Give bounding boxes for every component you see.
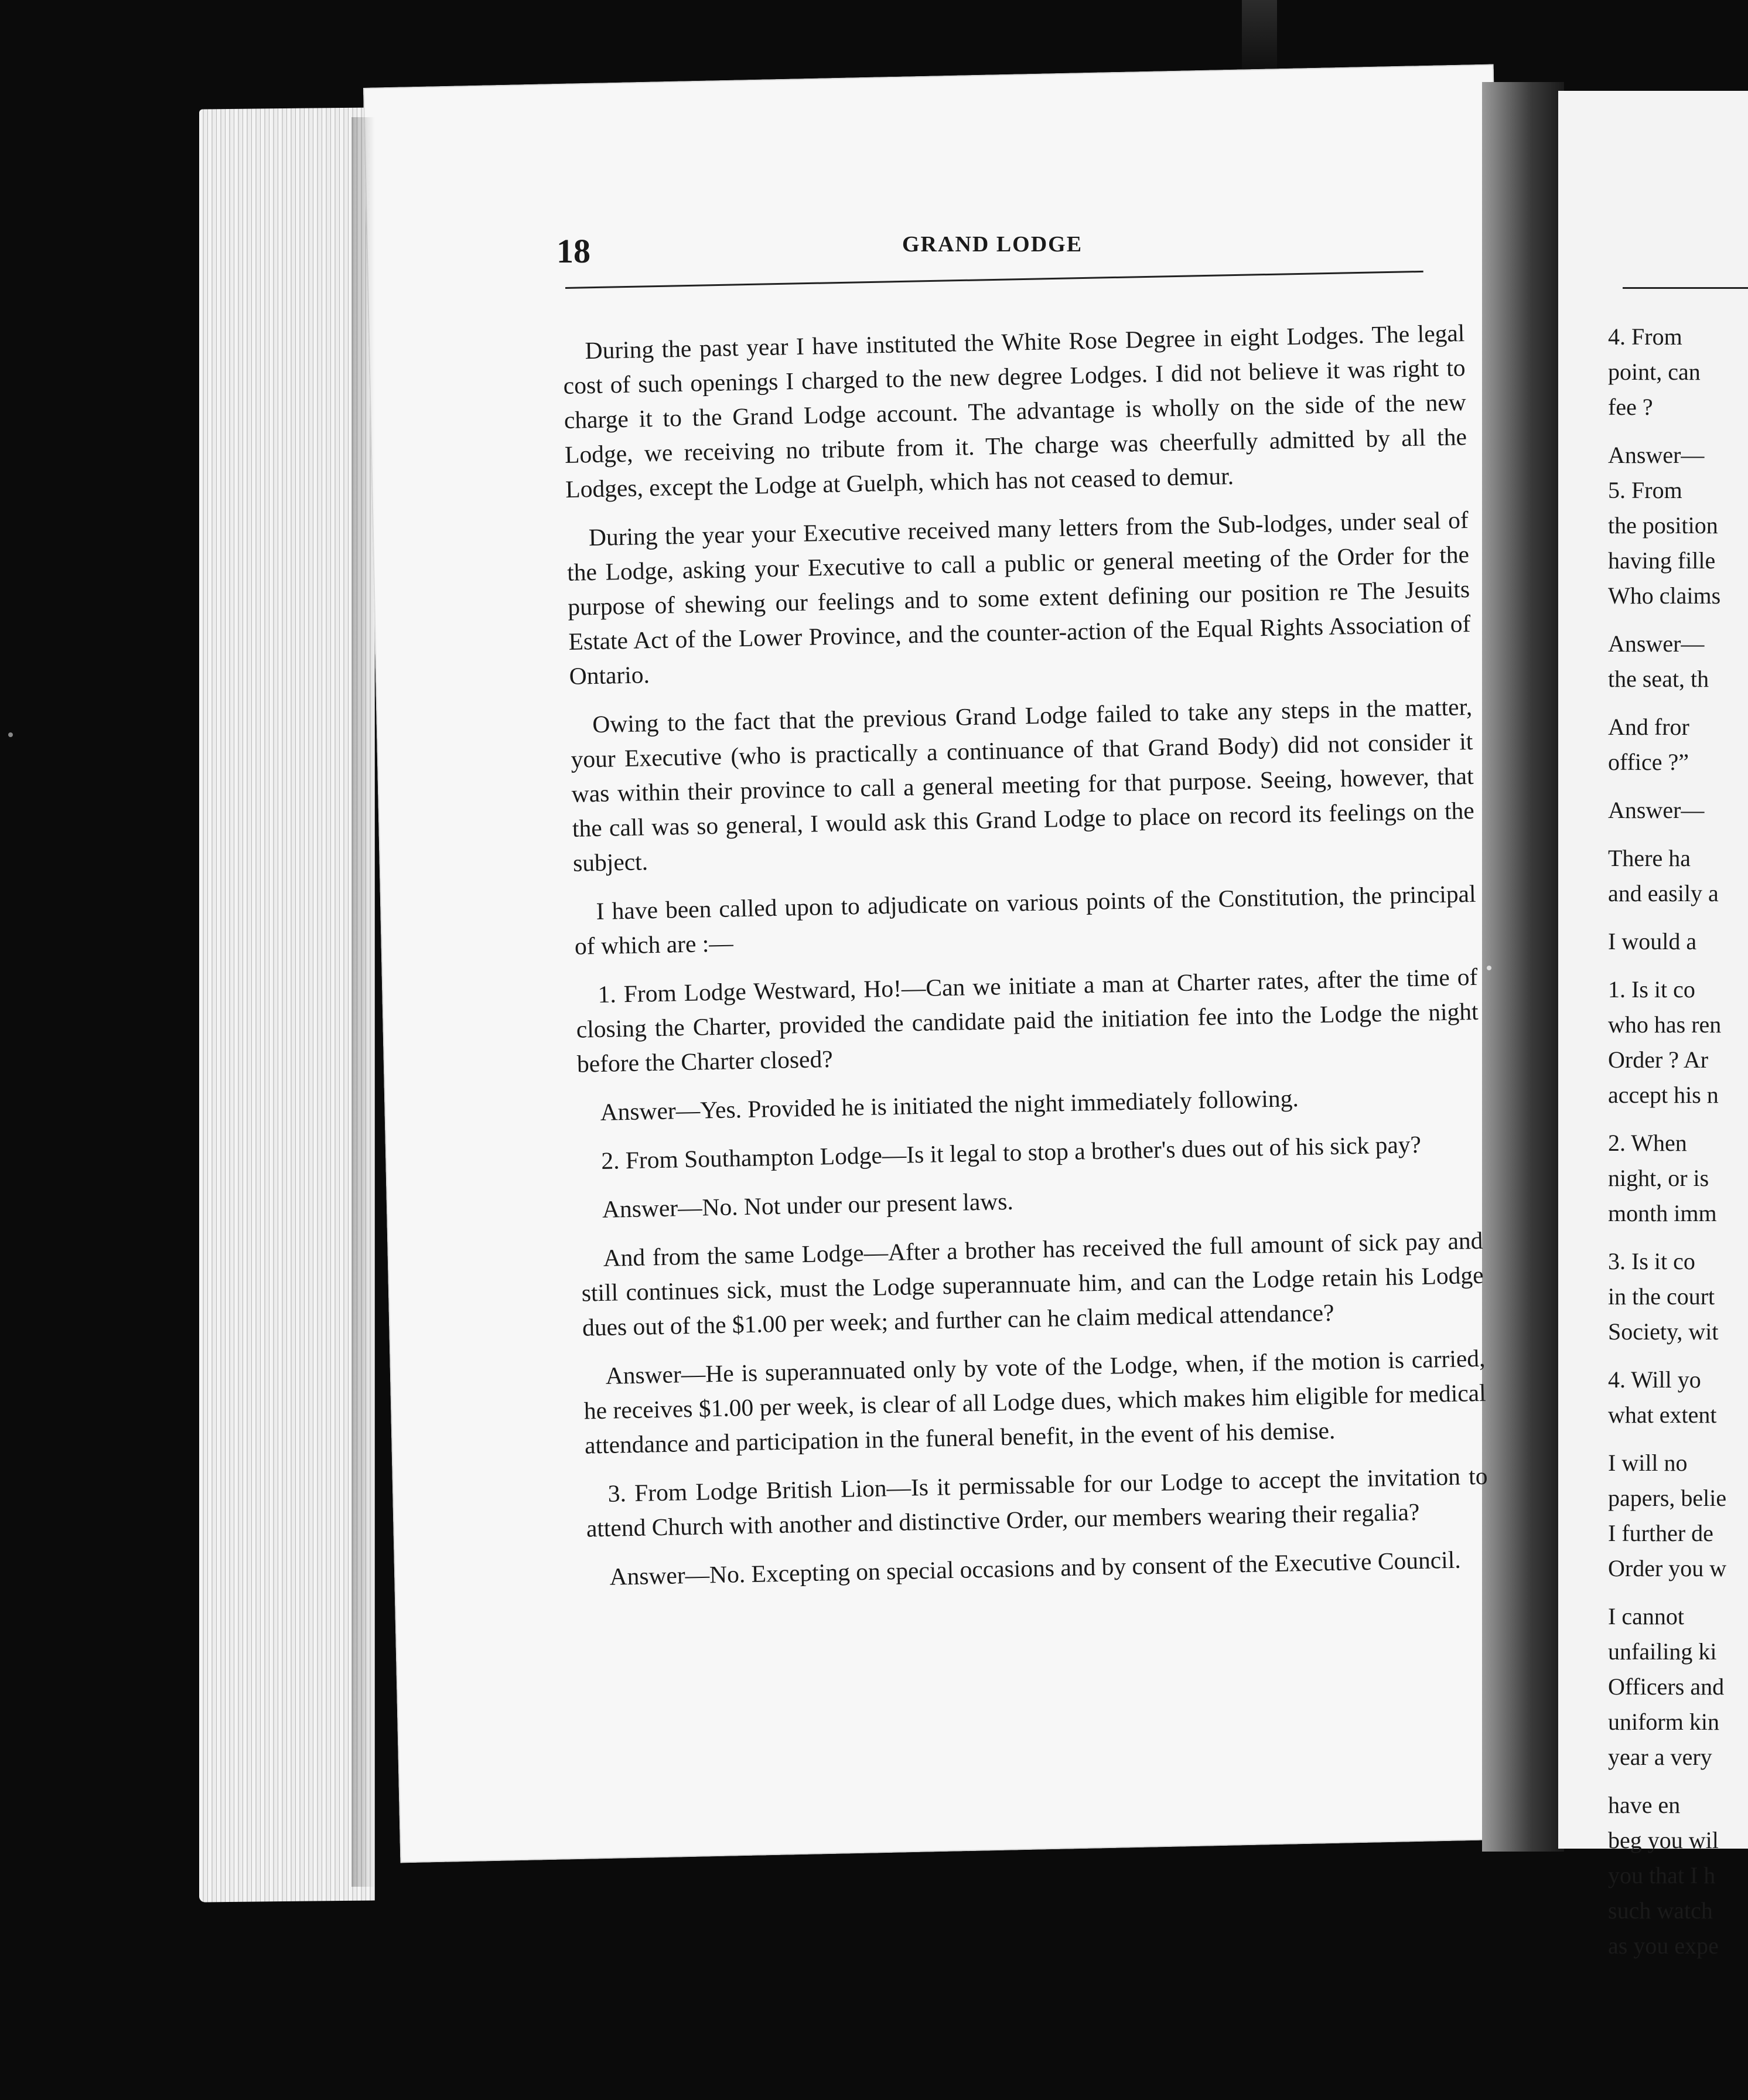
right-page-line: And fror [1608, 714, 1689, 740]
right-page-line: have en [1608, 1792, 1681, 1818]
right-page-line: the seat, th [1608, 666, 1709, 692]
paragraph: Owing to the fact that the previous Grand Lodge failed to take any steps in the matter, your Executive (who is practically a continuance of that Grand Body) did not consider it was within their province to call a general meeting for that purpose. Seeing, however, that the call was so general, I would ask this Grand Lodge to place on record its feelings on the subject. [571, 693, 1475, 877]
right-page-line: and easily a [1608, 880, 1719, 906]
line-gap [1608, 828, 1748, 841]
scan-speck [1487, 966, 1491, 970]
answer-paragraph: Answer—No. Excepting on special occasions and by consent of the Executive Council. [609, 1546, 1462, 1590]
line-gap [1608, 911, 1748, 924]
right-page-line: the position [1608, 512, 1718, 538]
right-page-line: unfailing ki [1608, 1638, 1717, 1665]
right-page-line: night, or is [1608, 1165, 1709, 1191]
right-page-line: I will no [1608, 1450, 1688, 1476]
right-page-line: as you expe [1608, 1932, 1719, 1959]
line-gap [1608, 959, 1748, 972]
right-page-line: fee ? [1608, 394, 1653, 420]
right-page-line: such watch [1608, 1897, 1713, 1924]
right-page-line: point, can [1608, 359, 1701, 385]
right-page-line: papers, belie [1608, 1485, 1727, 1511]
question-paragraph: 3. From Lodge British Lion—Is it permissable for our Lodge to accept the invitation to attend Church with another and distinctive Order, our members wearing their regalia? [586, 1462, 1488, 1542]
right-page-line: month imm [1608, 1200, 1717, 1226]
line-gap [1608, 1586, 1748, 1599]
right-page-text [1608, 319, 1748, 1963]
right-page-line: having fille [1608, 547, 1716, 574]
right-page-line: I cannot [1608, 1603, 1684, 1629]
line-gap [1608, 1349, 1748, 1362]
right-page-line: Answer— [1608, 442, 1705, 468]
answer-paragraph: Answer—No. Not under our present laws. [602, 1187, 1014, 1223]
right-page-line: year a very [1608, 1744, 1712, 1770]
right-page-line: Order ? Ar [1608, 1046, 1709, 1073]
right-page-line: 3. Is it co [1608, 1248, 1695, 1274]
right-page-line: beg you wil [1608, 1827, 1719, 1853]
line-gap [1608, 1433, 1748, 1446]
paragraph: During the year your Executive received many letters from the Sub-lodges, under seal of the Lodge, asking your Executive to call a public or general meeting of the Order for the purpose of shewing our feelings and to some extent defining our position re The Jesuits Estate Act of the Lower Province, and the counter-action of the Equal Rights Association of Ontario. [566, 506, 1471, 690]
page-number: 18 [557, 232, 590, 270]
paragraph: I have been called upon to adjudicate on various points of the Constitution, the principal of which are :— [574, 879, 1476, 960]
line-gap [1608, 780, 1748, 793]
right-page-line: Officers and [1608, 1673, 1725, 1700]
page-shadow [351, 117, 375, 1887]
question-paragraph: 1. From Lodge Westward, Ho!—Can we initiate a man at Charter rates, after the time of closing the Charter, provided the candidate paid the initiation fee into the Lodge the night before the Charter closed? [576, 963, 1479, 1078]
line-gap [1608, 1231, 1748, 1244]
right-page-line: in the court [1608, 1283, 1715, 1310]
right-page-line: Order you w [1608, 1555, 1727, 1581]
right-page-rule [1623, 287, 1748, 289]
body-text [562, 316, 1490, 1608]
right-page-line: Answer— [1608, 630, 1705, 657]
scanner-edge [1242, 0, 1277, 70]
right-page-line: There ha [1608, 845, 1691, 871]
right-page-line: 1. Is it co [1608, 976, 1695, 1003]
right-page-line: I would a [1608, 928, 1697, 954]
line-gap [1608, 1775, 1748, 1788]
right-page-line: Who claims [1608, 582, 1721, 609]
right-page-line: office ?” [1608, 749, 1689, 775]
right-page-line: accept his n [1608, 1082, 1719, 1108]
right-page-line: what extent [1608, 1402, 1717, 1428]
line-gap [1608, 1113, 1748, 1126]
right-page-line: Society, wit [1608, 1318, 1719, 1345]
answer-paragraph: Answer—He is superannuated only by vote of the Lodge, when, if the motion is carried, he receives $1.00 per week, is clear of all Lodge dues, which makes him eligible for medical attendance and participation in the funeral benefit, in the event of his demise. [583, 1344, 1487, 1459]
paragraph: During the past year I have instituted the White Rose Degree in eight Lodges. The legal cost of such openings I charged to the new degree Lodges. I did not believe it was right to charge it to the Grand Lodge account. The advantage is wholly on the side of the new Lodge, we receiving no tribute from it. The charge was cheerfully admitted by all the Lodges, except the Lodge at Guelph, which has not ceased to demur. [563, 319, 1467, 503]
running-head: GRAND LODGE [902, 232, 1083, 257]
line-gap [1608, 613, 1748, 626]
line-gap [1608, 425, 1748, 438]
right-page-line: who has ren [1608, 1011, 1722, 1038]
question-paragraph: 2. From Southampton Lodge—Is it legal to stop a brother's dues out of his sick pay? [600, 1130, 1422, 1174]
right-page-line: 5. From [1608, 477, 1682, 503]
right-page-line: 2. When [1608, 1130, 1687, 1156]
right-page-line: uniform kin [1608, 1709, 1719, 1735]
page-stack-edges [199, 107, 375, 1902]
answer-paragraph: Answer—Yes. Provided he is initiated the night immediately following. [600, 1085, 1299, 1126]
right-page-line: 4. From [1608, 323, 1682, 350]
gutter-shadow [1482, 82, 1564, 1852]
line-gap [1608, 697, 1748, 710]
right-page-line: Answer— [1608, 797, 1705, 823]
right-page-line: 4. Will yo [1608, 1366, 1701, 1393]
scan-speck [8, 732, 13, 737]
right-page-line: you that I h [1608, 1862, 1716, 1888]
right-page-line: I further de [1608, 1520, 1713, 1546]
question-paragraph: And from the same Lodge—After a brother has received the full amount of sick pay and still continues sick, must the Lodge superannuate him, and can the Lodge retain his Lodge dues out of the $1.00 per week; and further can he claim medical attendance? [581, 1226, 1484, 1341]
